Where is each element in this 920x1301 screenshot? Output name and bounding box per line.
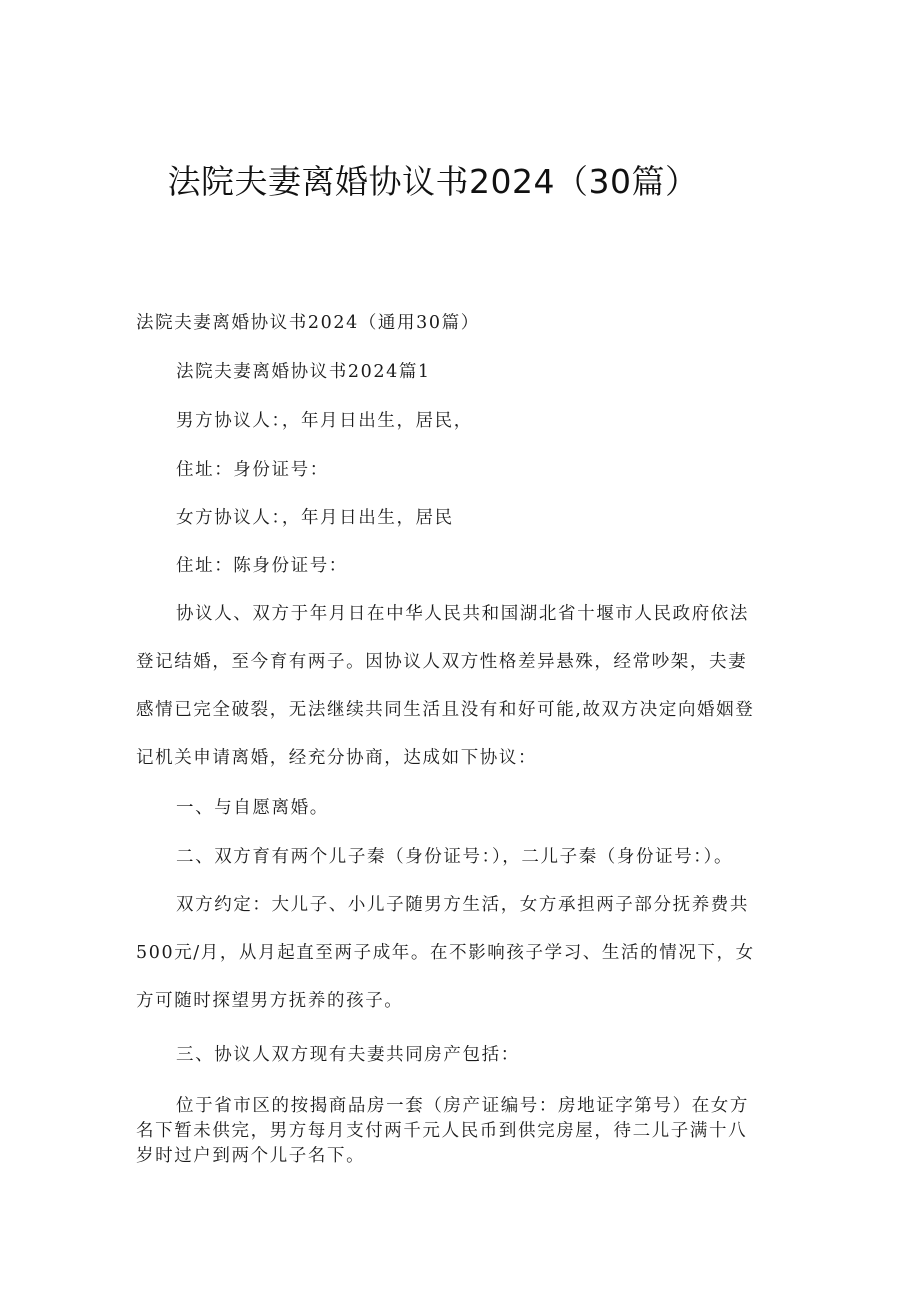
male-address-line: 住址：身份证号： [176, 460, 329, 480]
property-line: 位于省市区的按揭商品房一套（房产证编号：房地证字第号）在女方 [176, 1096, 749, 1116]
document-title: 法院夫妻离婚协议书2024（30篇） [167, 162, 699, 201]
intro-paragraph [136, 602, 786, 770]
clause-2: 二、双方育有两个儿子秦（身份证号：），二儿子秦（身份证号：）。 [176, 847, 734, 867]
property-paragraph [136, 1094, 786, 1168]
section-heading: 法院夫妻离婚协议书2024篇1 [176, 362, 431, 382]
intro-line: 登记结婚，至今育有两子。因协议人双方性格差异悬殊，经常吵架，夫妻 [136, 652, 748, 672]
female-party-line: 女方协议人：，年月日出生，居民 [176, 508, 454, 528]
custody-paragraph [136, 893, 786, 1013]
custody-line: 双方约定：大儿子、小儿子随男方生活，女方承担两子部分抚养费共 [176, 895, 749, 915]
intro-line: 记机关申请离婚，经充分协商，达成如下协议： [136, 748, 538, 768]
custody-line: 方可随时探望男方抚养的孩子。 [136, 991, 404, 1011]
clause-1: 一、与自愿离婚。 [176, 798, 329, 818]
female-address-line: 住址：陈身份证号： [176, 556, 348, 576]
clause-3: 三、协议人双方现有夫妻共同房产包括： [176, 1045, 520, 1065]
intro-line: 协议人、双方于年月日在中华人民共和国湖北省十堰市人民政府依法 [176, 604, 749, 624]
custody-line: 500元/月，从月起直至两子成年。在不影响孩子学习、生活的情况下，女 [136, 943, 755, 963]
document-subtitle: 法院夫妻离婚协议书2024（通用30篇） [136, 313, 480, 333]
property-line: 名下暂未供完，男方每月支付两千元人民币到供完房屋，待二儿子满十八 [136, 1121, 748, 1141]
intro-line: 感情已完全破裂，无法继续共同生活且没有和好可能,故双方决定向婚姻登 [136, 700, 755, 720]
male-party-line: 男方协议人：，年月日出生，居民， [176, 411, 473, 431]
property-line: 岁时过户到两个儿子名下。 [136, 1146, 366, 1166]
